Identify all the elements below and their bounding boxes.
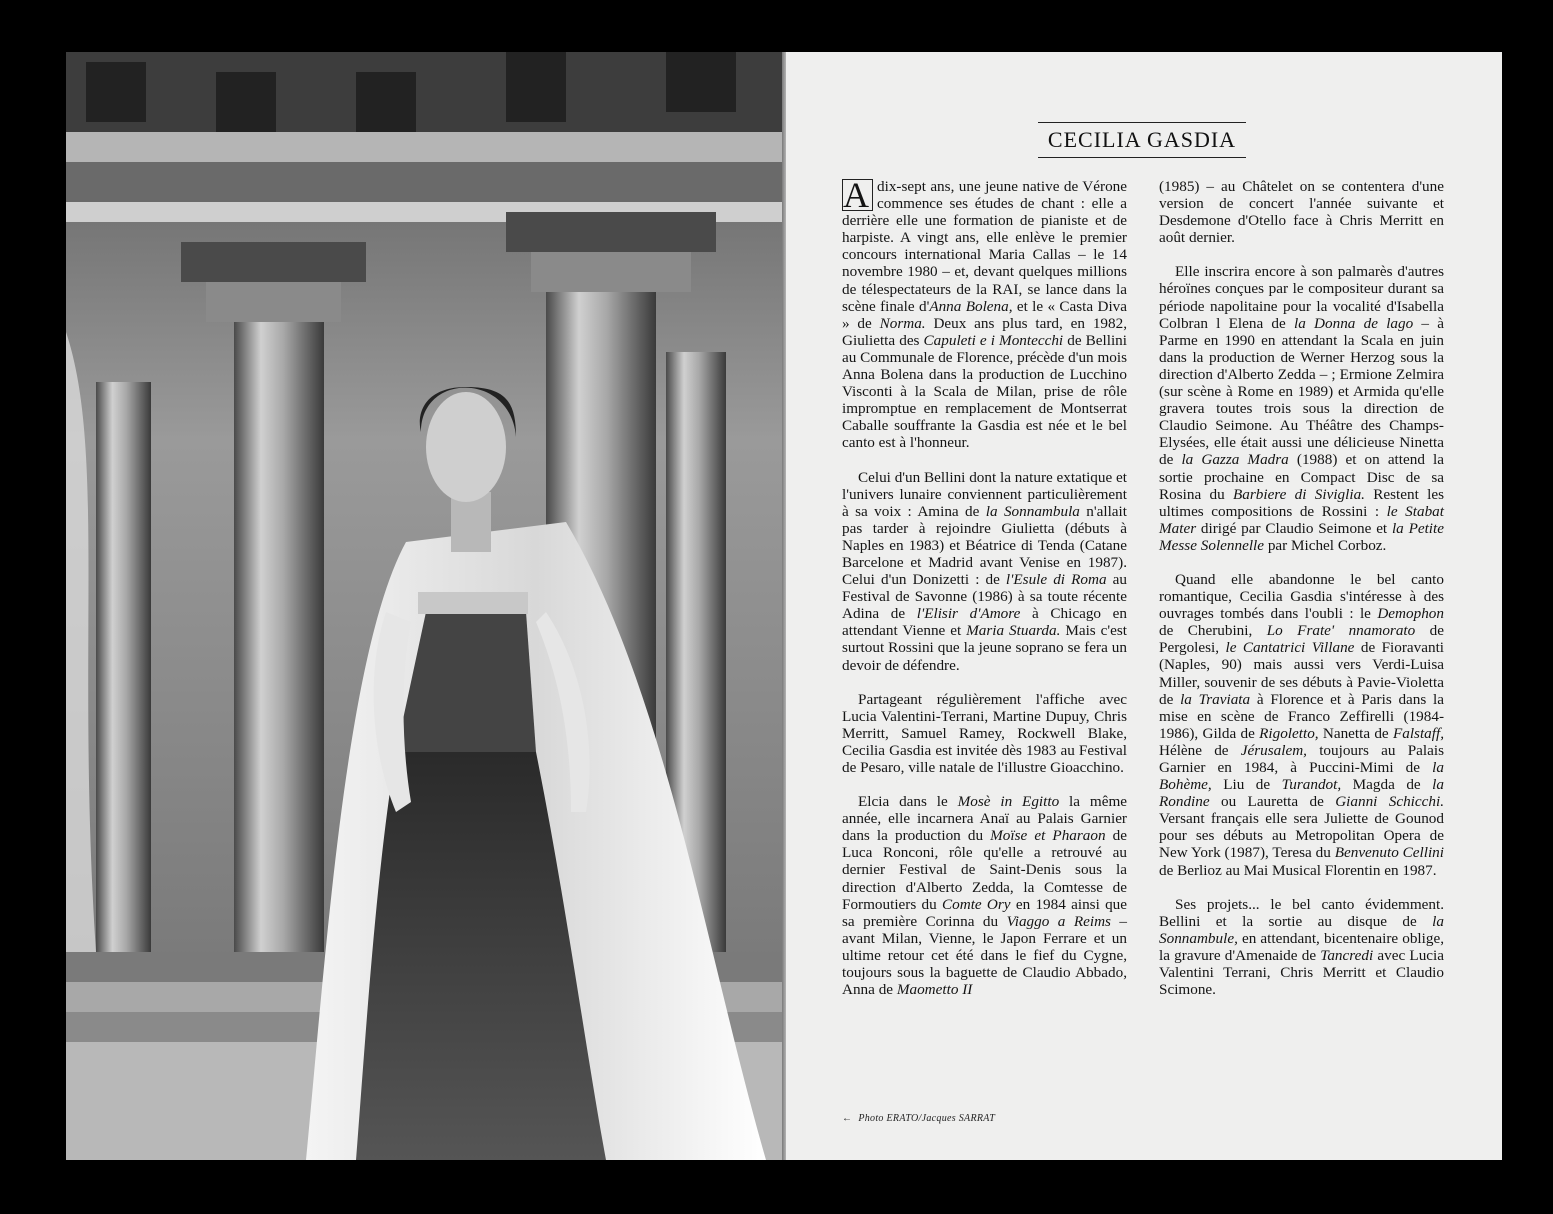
text-run: par Michel Corboz. [1264,536,1387,554]
text-run: Elcia dans le [858,793,958,811]
paragraph [1159,263,1444,554]
text-run: de Luca Ronconi, rôle qu'elle a retrouvé au dernier Festival de Saint-Denis sous la direction d'Alberto Zedda, la Comtesse de Formoutiers du [842,827,1128,913]
text-run: Celui d'un Bellini dont la nature extatique et l'univers lunaire conviennent particulièrement à sa voix : Amina de [842,468,1127,520]
paragraph: Partageant régulièrement l'affiche avec Lucia Valentini-Terrani, Martine Dupuy, Chris Merritt, Samuel Ramey, Rockwell Blake, Cecilia Gasdia est invitée dès 1983 au Festival de Pesaro, ville natale de l'illustre Gioacchino. [842,690,1127,776]
opera-title: Turandot, [1281,776,1342,794]
photo-credit [842,1113,995,1124]
text-run: au Festival de Savonne (1986) à sa toute récente Adina de [842,571,1127,623]
opera-title: Tancredi [1320,946,1374,964]
text-run: n'allait pas tarder à rejoindre Giulietta (débuts à Naples en 1983) et Béatrice di Tenda (Catane Barcelone et Madrid avant Venise en 1987). Celui d'un Donizetti : de [842,502,1127,589]
right-page [786,52,1502,1160]
opera-title: Gianni Schicchi. [1335,793,1444,811]
text-run: Hélène de [1159,741,1241,759]
singer-photograph [66,52,784,1160]
text-run: ou Lauretta de [1209,793,1336,811]
paragraph [1159,896,1444,999]
opera-title: la Sonnambula [985,502,1080,520]
text-run: en 1984 ainsi que sa première Corinna du [842,895,1128,930]
text-run: en attendant, bicentenaire oblige, la gravure d'Amenaide de [1159,929,1444,964]
text-run: la même année, elle incarnera Anaï au Palais Garnier dans la production du [842,793,1127,845]
opera-title: Barbiere di Siviglia. [1232,485,1365,503]
opera-title: Anna Bolena, [929,297,1013,315]
text-run: Mais c'est surtout Rossini que la jeune soprano se fera un devoir de défendre. [842,622,1127,674]
opera-title: la Rondine [1159,776,1444,811]
text-run: Quand elle abandonne le bel canto romantique, Cecilia Gasdia s'intéresse à des ouvrages tombés dans l'oubli : le [1159,570,1444,623]
opera-title: l'Esule di Roma [1005,571,1107,589]
opera-title: Rigoletto, [1259,724,1319,742]
booklet-spread [66,52,1502,1160]
opera-title: la Traviata [1180,690,1251,708]
opera-title: Capuleti e i Montecchi [923,331,1064,349]
title-block [1038,122,1246,158]
text-run: Versant français elle sera Juliette de Gounod pour ses débuts au Metropolitan Opera de New York (1987), Teresa du [1159,810,1444,862]
text-run: avec Lucia Valentini Terrani, Chris Merritt et Claudio Scimone. [1159,946,1444,999]
text-run: Deux ans plus tard, en 1982, Giulietta des [842,314,1127,349]
paragraph: (1985) – au Châtelet on se contentera d'une version de concert l'année suivante et Desdemone d'Otello face à Chris Merritt en août dernier. [1159,178,1444,247]
opera-title: la Sonnambule, [1159,912,1444,947]
drop-cap: A [842,179,873,211]
title-rule-bottom [1038,157,1246,158]
text-run: de Berlioz au Mai Musical Florentin en 1987. [1159,861,1437,879]
text-run: de Pergolesi, [1159,622,1445,657]
opera-title: Demophon [1377,605,1444,623]
opera-title: la Petite Messe Solennelle [1159,519,1444,554]
text-run: Restent les ultimes compositions de Rossini : [1159,485,1444,520]
opera-title: Mosè in Egitto [957,793,1060,811]
text-run: à Chicago en attendant Vienne et [842,605,1127,640]
opera-title: Maria Stuarda. [966,622,1061,640]
text-run: Elle inscrira encore à son palmarès d'autres héroïnes conçues par le compositeur durant sa période napolitaine pour la vocalité d'Isabella Colbran l Elena de [1159,263,1444,332]
text-run: Nanetta de [1318,724,1393,742]
paragraph [842,175,1127,452]
opera-title: Norma. [879,314,926,332]
photo-credit-text: Photo ERATO/Jacques SARRAT [858,1113,996,1124]
opera-title: Jérusalem, [1240,741,1307,759]
paragraph [1159,571,1444,879]
text-run: Ses projets... le bel canto évidemment. Bellini et la sortie au disque de [1159,895,1444,930]
left-arrow-icon: ← [842,1113,853,1124]
paragraph [842,469,1127,674]
text-run: – avant Milan, Vienne, le Japon Ferrare et un ultime retour cet été dans le fief du Cygne, toujours sous la baguette de Claudio Abbado, Anna de [842,912,1128,999]
opera-title: Maometto II [896,981,973,999]
opera-title: Viaggo a Reims [1006,912,1111,930]
text-run: de Cherubini, [1159,622,1267,640]
text-run: Magda de [1341,776,1433,794]
text-run: à Florence et à Paris dans la mise en scène de Franco Zeffirelli (1984-1986), Gilda de [1159,690,1444,742]
paragraph [842,793,1127,998]
opera-title: l'Elisir d'Amore [916,605,1021,623]
opera-title: la Gazza Madra [1181,451,1289,469]
text-run: Liu de [1211,776,1282,794]
text-run: et le « Casta Diva » de [842,297,1127,332]
text-run: toujours au Palais Garnier en 1984, à Puccini-Mimi de [1159,741,1444,776]
opera-title: Lo Frate' nnamorato [1266,622,1416,640]
text-run: de Bellini au Communale de Florence, précède d'un mois Anna Bolena dans la production de Lucchino Visconti à la Scala de Milan, prise de rôle impromptue en remplacement de Montserrat Caballe souffrante la Gasdia est née et le bel canto est à l'honneur. [842,331,1127,452]
text-run: (1988) et on attend la sortie prochaine en Compact Disc de sa Rosina du [1159,451,1444,503]
opera-title: la Bohème, [1159,759,1444,794]
text-run: dix-sept ans, une jeune native de Vérone commence ses études de chant : elle a derrière elle une formation de pianiste et de harpiste. A vingt ans, elle enlève le premier concours international Maria Callas – le 14 novembre 1980 – et, devant quelques millions de télespectateurs de la RAI, se lance dans la scène finale d' [842,178,1127,315]
left-page [66,52,784,1160]
text-run: dirigé par Claudio Seimone et [1196,519,1392,537]
opera-title: le Cantatrici Villane [1225,639,1355,657]
opera-title: Comte Ory [942,895,1011,913]
text-column-right [1159,178,1444,1015]
opera-title: la Donna de lago [1294,314,1414,332]
text-run: de Fioravanti (Naples, 90) mais aussi vers Verdi-Luisa Miller, souvenir de ses débuts à Pavie-Violetta de [1159,639,1445,708]
opera-title: Falstaff, [1392,724,1445,742]
opera-title: Moïse et Pharaon [990,827,1106,845]
opera-title: Benvenuto Cellini [1334,844,1444,862]
article-title: CECILIA GASDIA [1047,127,1237,152]
opera-title: le Stabat Mater [1159,502,1444,537]
text-run: – à Parme en 1990 en attendant la Scala en juin dans la production de Werner Herzog sous la direction d'Alberto Zedda – ; Ermione Zelmira (sur scène à Rome en 1989) et Armida qu'elle gravera toutes trois sous la direction de Claudio Seimone. Au Théâtre des Champs-Elysées, elle était aussi une délicieuse Ninetta de [1159,314,1445,469]
text-column-left [842,175,1128,1015]
